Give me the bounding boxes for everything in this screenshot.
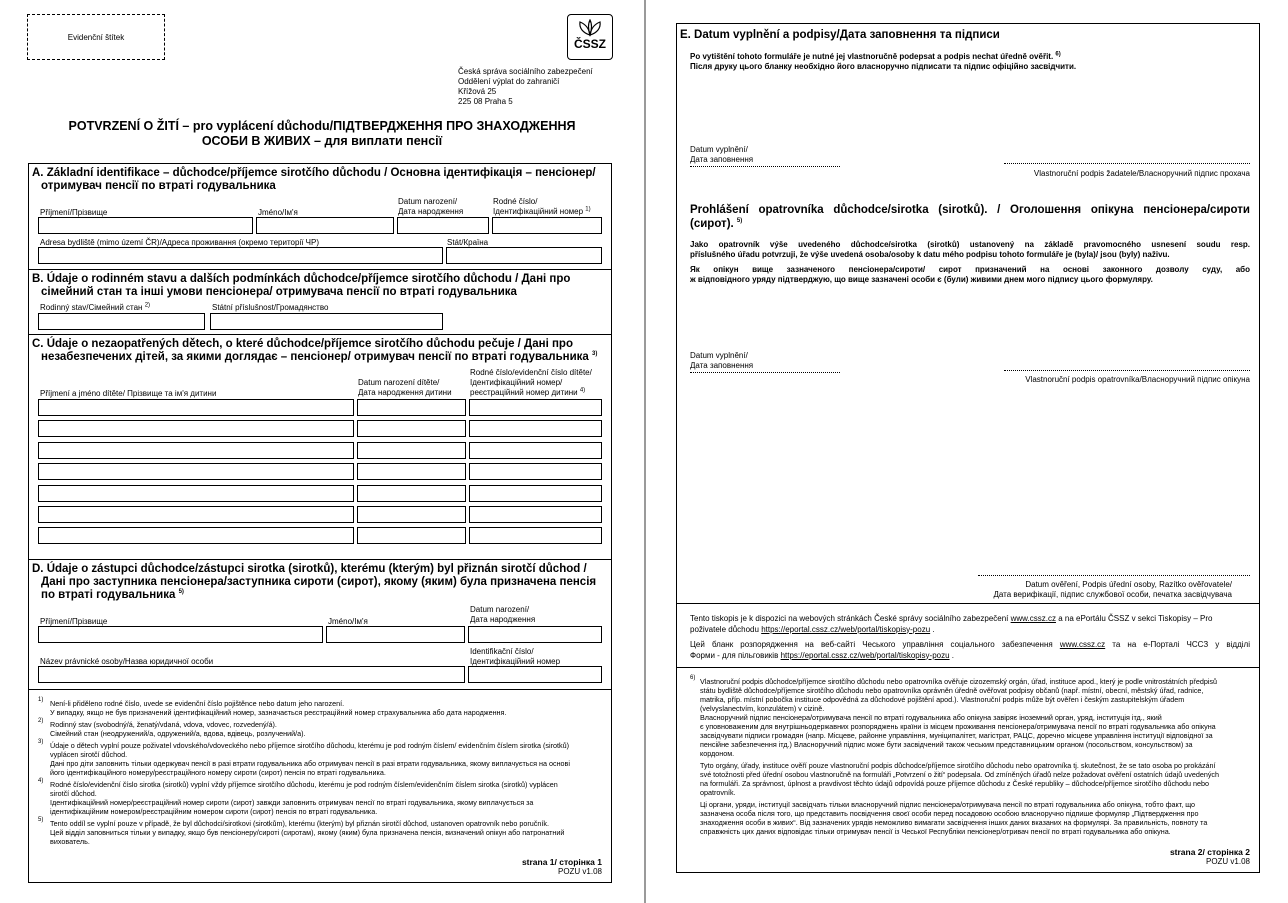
firstname-label: Jméno/Ім'я — [258, 208, 298, 217]
dob-label-line: Datum narození/ — [398, 197, 458, 206]
child-name-field[interactable] — [38, 442, 354, 459]
footnote-line: Není-li přiděleno rodné číslo, uvede se evidenční číslo pojištěnce nebo datum jeho narození. — [50, 699, 345, 708]
col-header-line — [470, 388, 592, 398]
state-label: Stát/Країна — [447, 238, 489, 247]
section-a-heading — [32, 167, 608, 193]
section-b-heading-line: сімейний стан та інші умови пенсіонера/ отримувача пенсії по втраті годувальника — [41, 286, 517, 298]
availability-text: Цей бланк розпорядження на веб-сайті Чеського управління соціального забезпечення — [690, 640, 1053, 649]
footnote-number: 5) — [38, 817, 44, 823]
verification-label — [948, 580, 1232, 600]
citizenship-field[interactable] — [210, 313, 443, 330]
section-c-heading-line — [32, 351, 608, 364]
address-label: Adresa bydliště (mimo území ČR)/Адреса проживання (окремо території ЧР) — [40, 238, 319, 247]
child-name-field[interactable] — [38, 527, 354, 544]
footnote-number: 4) — [38, 778, 44, 784]
id-number-label-line: Rodné číslo/ — [493, 197, 538, 206]
address-line: Česká správa sociálního zabezpečení — [458, 67, 593, 76]
footnote-line: У випадку, якщо не був призначений ідентифікаційний номер, зазначається реєстраційний номер страхувальника або дата народження. — [50, 708, 507, 717]
footnote-line: na formuláři. Za správnost, úplnost a pravdivost těchto údajů odpovídá pouze příjemce důchodu z České republiky – důchodce/příjemce sirotčího důchodu nebo — [700, 779, 1210, 788]
availability-ua — [690, 640, 1250, 661]
eportal-link[interactable]: https://eportal.cssz.cz/web/portal/tiskopisy-pozu — [761, 624, 931, 634]
footnote-ref: 6) — [1055, 51, 1061, 58]
availability-line: poživatele důchodu https://eportal.cssz.cz/web/portal/tiskopisy-pozu . — [690, 624, 935, 634]
section-d-heading-text: по втраті годувальника — [41, 589, 176, 601]
availability-cz — [690, 614, 1250, 635]
rep-surname-label: Příjmení/Прізвище — [40, 617, 108, 626]
page-divider — [644, 0, 646, 903]
registration-stamp-label: Evidenční štítek — [67, 33, 125, 42]
fill-date-line-2[interactable] — [690, 372, 840, 373]
section-divider — [676, 667, 1260, 668]
fill-date-label-line: Datum vyplnění/ — [690, 145, 748, 154]
footnote-line: Údaje o dětech vyplní pouze poživatel vdovského/vdoveckého nebo příjemce sirotčího důchodu, kterému je pod rodným číslem/ evidenčním číslem sirotka (sirotků) — [50, 741, 569, 750]
dob-label-line: Дата народження — [398, 207, 464, 216]
child-dob-field[interactable] — [357, 463, 466, 480]
section-a-heading-line: отримувач пенсії по втраті годувальника — [41, 180, 276, 192]
surname-field[interactable] — [38, 217, 253, 234]
id-number-label-text: Ідентифікаційний номер — [493, 207, 584, 216]
guardian-signature-line[interactable] — [1004, 370, 1250, 371]
section-divider — [28, 334, 612, 335]
child-id-field[interactable] — [469, 485, 602, 502]
id-number-label — [493, 197, 591, 217]
footnote-line: засвідчувати підписи громадян (напр. Місцеве, районне управління, муніципалітет, магістрат, РАЦС, доречно місцеве управління інституції відповідної за — [700, 731, 1213, 740]
footnote-ref: 5) — [736, 218, 743, 225]
child-id-field[interactable] — [469, 463, 602, 480]
verification-label-line: Дата верифікації, підпис службової особи, печатка засвідчувача — [993, 590, 1232, 599]
footnote-line: Tyto orgány, úřady, instituce ověří pouze vlastnoruční podpis důchodce/příjemce sirotčího důchodu nebo opatrovníka tj. skutečnost, že se tato osoba po prokázání — [700, 761, 1216, 770]
footnote-line: Ідентифікаційний номер/реєстраційний номер сироти (сирот) завжди заповнить отримувач пенсії по втраті годувальника, якому виплачується за — [50, 798, 534, 807]
col-header-line: Datum narození dítěte/ — [358, 378, 440, 387]
rep-dob-field[interactable] — [468, 626, 602, 643]
footnote-ref: 4) — [579, 387, 586, 394]
rep-id-label — [470, 647, 560, 667]
footnote-6 — [700, 677, 1252, 836]
footnote-line: vyplácen sirotčí důchod. — [50, 750, 128, 759]
footnote-line: Rodné číslo/evidenční číslo sirotka (sirotků) vyplní vždy příjemce sirotčího důchodu, kterému je pod rodným číslem/evidenčním číslem sirotka (sirotků) vyplácen — [50, 780, 558, 789]
footnote-line: státu bydliště důchodce/příjemce sirotčího důchodu nebo opatrovníka oprávněn úředně ověřovat podpisy občanů (např. místní, obecní, městský úřad, radnice, — [700, 686, 1204, 695]
footnote-line: Цей відділ заповниться тільки у випадку, якщо був пенсіонеру/сироті (сиротам), якому (яким) була призначена пенсія, визначений опікун або патронатний — [50, 828, 565, 837]
section-e-heading: E. Datum vyplnění a podpisy/Дата заповнення та підписи — [680, 29, 1000, 41]
footnote-line: Vlastnoruční podpis důchodce/příjemce sirotčího důchodu nebo opatrovníka ověřuje cizozemský orgán, úřad, instituce apod., který je podle vnitrostátních předpisů — [700, 677, 1217, 686]
section-divider — [676, 603, 1260, 604]
guardian-declaration-cz — [690, 240, 1250, 260]
col-header-text: реєстраційний номер дитини — [470, 388, 578, 397]
signature-note-ua: Після друку цього бланку необхідно його власноручно підписати та підпис офіційно засвідчити. — [690, 62, 1077, 71]
footnote-line: пенсійне забезпечення ітд.) Власноручний підпис може бути засвідчений також чеським представницьким органом (посольством, консульством) за — [700, 740, 1193, 749]
footnote-number: 6) — [690, 675, 696, 681]
section-c-heading — [32, 338, 608, 364]
child-name-field[interactable] — [38, 420, 354, 437]
fill-date-label-line: Дата заповнення — [690, 155, 754, 164]
footnote-line: справжність цих даних відповідає тільки отримувач пенсії із Чеської Республіки пенсіонер/отривач пенсії по втраті годувальника або опікуна. — [700, 827, 1171, 836]
col-header-line: Rodné číslo/evidenční číslo dítěte/ — [470, 368, 592, 377]
logo-text: ČSSZ — [573, 37, 606, 51]
cssz-link[interactable]: www.cssz.cz — [1010, 614, 1056, 623]
cssz-logo — [567, 14, 613, 60]
guardian-signature-label: Vlastnoruční podpis opatrovníka/Власноручний підпис опікуна — [1025, 375, 1250, 384]
footnote-line: є уповноваженим для внутрішньодержавних розпоряджень країни із місцем проживання пенсіонера/отримувача пенсії по втраті годувальника або опікуна — [700, 722, 1216, 731]
section-d-heading — [32, 563, 608, 602]
page-number: strana 2/ сторінка 2 — [1169, 847, 1250, 857]
marital-status-text: Rodinný stav/Сімейний стан — [40, 303, 143, 312]
footnote-line: ідентифікаційним номером/реєстраційним номером сироти (сирот) пенсія по втраті годувальника. — [50, 807, 378, 816]
guardian-heading-line: Prohlášení opatrovníka důchodce/sirotka (sirotků). / Оголошення опікуна пенсіонера/сироти — [690, 204, 1250, 216]
footnote-line: matrika, příp. místní pobočka instituce odpovědná za důchodové pojištění apod.). Vlastnoruční podpis může být ověřen i českým zastupitelským úřadem — [700, 695, 1185, 704]
child-dob-field[interactable] — [357, 485, 466, 502]
registration-stamp-box — [27, 14, 165, 60]
child-id-field[interactable] — [469, 420, 602, 437]
footnote-line: Tento oddíl se vyplní pouze v případě, že byl důchodci/sirotkovi (sirotkům), kterému (kterým) byl přiznán sirotčí důchod, ustanoven opatrovník nebo poručník. — [50, 819, 549, 828]
footnote-line: кордоном. — [700, 749, 735, 758]
marital-status-label — [40, 303, 150, 313]
applicant-signature-label: Vlastnoruční podpis žadatele/Власноручний підпис прохача — [1033, 169, 1250, 178]
availability-text: a na ePortálu ČSSZ v sekci Tiskopisy – Pro — [1058, 614, 1213, 623]
footnote-ref: 5) — [178, 589, 184, 596]
availability-line — [690, 640, 1250, 651]
section-divider — [28, 559, 612, 560]
footnote-line: sirotčí důchod. — [50, 789, 97, 798]
footnote-line: вихователь. — [50, 837, 90, 846]
address-field[interactable] — [38, 247, 443, 264]
verification-line[interactable] — [978, 575, 1250, 576]
footnote-line: знаходження особи в живих“. Від зазначених урядів неможливо вимагати засвідчення інших даних вказаних на формулярі. За правильність, повноту та — [700, 818, 1208, 827]
child-id-field[interactable] — [469, 399, 602, 416]
form-title — [28, 119, 616, 149]
child-dob-field[interactable] — [357, 506, 466, 523]
rep-firstname-label: Jméno/Ім'я — [328, 617, 368, 626]
child-name-field[interactable] — [38, 485, 354, 502]
guardian-declaration-ua — [690, 265, 1250, 285]
legal-entity-label: Název právnické osoby/Назва юридичної особи — [40, 657, 214, 666]
verification-label-line: Datum ověření, Podpis úřední osoby, Razítko ověřovatele/ — [1025, 580, 1232, 589]
leaf-icon — [575, 19, 605, 37]
page-number: strana 1/ сторінка 1 — [521, 857, 602, 867]
rep-id-label-line: Ідентифікаційний номер — [470, 657, 561, 666]
child-dob-field[interactable] — [357, 399, 466, 416]
guardian-declaration-line: příslušného úřadu potvrzuji, že výše uvedená osoba/osoby k datu mého podpisu tohoto formuláře je (byla)/ jsou (byly) naživu. — [690, 250, 1170, 259]
rep-dob-label — [470, 605, 535, 625]
rep-id-field[interactable] — [468, 666, 602, 683]
section-b-heading-line: B. Údaje o rodinném stavu a dalších podmínkách důchodce/příjemce sirotčího důchodu / Дані про — [32, 273, 571, 285]
child-name-field[interactable] — [38, 399, 354, 416]
section-a-heading-line: A. Základní identifikace – důchodce/příjemce sirotčího důchodu / Основна ідентифікація – пенсіонер/ — [32, 167, 596, 179]
id-number-label-line — [493, 207, 591, 217]
section-d-heading-line — [32, 589, 608, 602]
footnote-line: Rodinný stav (svobodný/á, ženatý/vdaná, vdova, vdovec, rozvedený/á). — [50, 720, 277, 729]
guardian-heading-line — [690, 217, 1250, 231]
state-field[interactable] — [446, 247, 602, 264]
footnote-line: Власноручний підпис пенсіонера/отримувача пенсії по втраті годувальника або опікуна завіряє іноземний орган, уряд, інституція ітд., який — [700, 713, 1162, 722]
fill-date-line[interactable] — [690, 166, 840, 167]
applicant-signature-line[interactable] — [1004, 163, 1250, 164]
fill-date-label-line: Datum vyplnění/ — [690, 351, 748, 360]
eportal-link-2[interactable]: https://eportal.cssz.cz/web/portal/tiskopisy-pozu — [780, 650, 950, 660]
availability-text: Tento tiskopis je k dispozici na webových stránkách České správy sociálního zabezpečení — [690, 614, 1009, 623]
footnote-number: 2) — [38, 718, 44, 724]
form-title-line: ОСОБИ В ЖИВИХ – для виплати пенсії — [201, 134, 443, 148]
rep-dob-label-line: Datum narození/ — [470, 605, 530, 614]
surname-label: Příjmení/Прізвище — [40, 208, 108, 217]
section-c-heading-text: незабезпечених дітей, за якими доглядає – пенсіонер/ отримувач пенсії по втраті годувальника — [41, 351, 589, 363]
footnote-number: 1) — [38, 697, 44, 703]
form-version: POZU v1.08 — [557, 867, 602, 876]
availability-line: Форми - для пільговиків https://eportal.cssz.cz/web/portal/tiskopisy-pozu . — [690, 650, 954, 660]
child-dob-field[interactable] — [357, 527, 466, 544]
child-name-field[interactable] — [38, 463, 354, 480]
footnote-line: Дані про діти заповнить тільки одержувач пенсії в разі втрати годувальника або отримувач пенсії в разі втрати годувальника, якому виплачується на основі — [50, 759, 570, 768]
firstname-field[interactable] — [256, 217, 394, 234]
guardian-heading — [690, 203, 1250, 231]
recipient-address — [458, 67, 593, 107]
legal-entity-field[interactable] — [38, 666, 465, 683]
citizenship-label: Státní příslušnost/Громадянство — [212, 303, 329, 312]
rep-firstname-field[interactable] — [326, 626, 465, 643]
footnote-line: opatrovník. — [700, 788, 736, 797]
availability-text: Форми - для пільговиків — [690, 650, 779, 660]
footnote-line: зазначена особа після того, що представить посвідчення своєї особи перед посадовою особою власноручно підпише формуляр „Підтвердження про — [700, 809, 1199, 818]
footnote-line: Сімейний стан (неодружений/а, одружений/а, вдова, вдівець, розлучений/а). — [50, 729, 306, 738]
guardian-heading-text: (сирот). — [690, 218, 734, 230]
section-divider — [28, 689, 612, 690]
footnote-ref: 2) — [144, 302, 151, 309]
signature-note-cz — [690, 52, 1250, 62]
footnote-line: Ці органи, уряди, інституції засвідчать тільки власноручний підпис пенсіонера/отримувача пенсії по втраті годувальника або опікуна, тобто факт, що — [700, 800, 1196, 809]
fill-date-label-line: Дата заповнення — [690, 361, 754, 370]
rep-dob-label-line: Дата народження — [470, 615, 536, 624]
availability-text: poživatele důchodu — [690, 624, 759, 634]
dob-label — [398, 197, 463, 217]
footnote-number: 3) — [38, 739, 44, 745]
cssz-link-2[interactable]: www.cssz.cz — [1059, 640, 1106, 649]
address-line: 225 08 Praha 5 — [458, 97, 513, 106]
signature-note — [690, 52, 1250, 72]
child-id-field[interactable] — [469, 506, 602, 523]
address-line: Křížová 25 — [458, 87, 497, 96]
child-name-field[interactable] — [38, 506, 354, 523]
footnote-ref: 3) — [592, 351, 598, 358]
rep-id-label-line: Identifikační číslo/ — [470, 647, 534, 656]
availability-line — [690, 614, 1250, 625]
guardian-declaration-line: ж відповідного уряду підтверджую, що вище зазначені особи є (були) живими днем мого підпису цього формуляру. — [690, 275, 1153, 284]
section-divider — [28, 269, 612, 270]
footnote-line: (velvyslanectvím, konzulátem) v cizině. — [700, 704, 825, 713]
guardian-declaration-line: Jako opatrovník výše uvedeného důchodce/sirotka (sirotků) ustanovený na základě pravomocného usnesení soudu resp. — [690, 240, 1250, 249]
marital-status-field[interactable] — [38, 313, 205, 330]
col-header-line: Ідентифікаційний номер/ — [470, 378, 563, 387]
child-dob-col-header — [358, 378, 452, 398]
signature-note-cz-text: Po vytištění tohoto formuláře je nutné jej vlastnoručně podepsat a podpis nechat úředně ověřit. — [690, 52, 1054, 61]
child-dob-field[interactable] — [357, 420, 466, 437]
form-title-line: POTVRZENÍ O ŽITÍ – pro vyplácení důchodu/ПІДТВЕРДЖЕННЯ ПРО ЗНАХОДЖЕННЯ — [68, 119, 576, 133]
section-d-heading-line: D. Údaje o zástupci důchodce/zástupci sirotka (sirotků), kterému (kterým) byl přiznán sirotčí důchod / — [32, 563, 587, 575]
child-name-col-header: Příjmení a jméno dítěte/ Прізвище та ім'я дитини — [40, 389, 217, 398]
fill-date-label-2 — [690, 351, 753, 371]
col-header-line: Дата народження дитини — [358, 388, 452, 397]
guardian-declaration-line: Як опікун вище зазначеного пенсіонера/сироти/ сирот призначений на основі законного дозволу суду, або — [690, 265, 1250, 274]
child-dob-field[interactable] — [357, 442, 466, 459]
section-d-heading-line: Дані про заступника пенсіонера/заступника сироти (сирот), якому (яким) була призначена пенсія — [41, 576, 597, 588]
footnote-line: його ідентифікаційного номеру/реєстраційного номеру сироти (сирот) пенсія по втраті годувальника. — [50, 768, 386, 777]
address-line: Oddělení výplat do zahraničí — [458, 77, 560, 86]
child-id-col-header — [470, 368, 592, 398]
rep-surname-field[interactable] — [38, 626, 323, 643]
child-id-field[interactable] — [469, 442, 602, 459]
section-c-heading-line: C. Údaje o nezaopatřených dětech, o které důchodce/příjemce sirotčího důchodu pečuje / Дані про — [32, 338, 573, 350]
page-2 — [648, 0, 1288, 903]
availability-text: та на е-Порталі ЧССЗ у відділі — [1112, 640, 1250, 649]
section-b-heading — [32, 273, 608, 299]
dob-field[interactable] — [397, 217, 489, 234]
form-version: POZU v1.08 — [1205, 857, 1250, 866]
id-number-field[interactable] — [492, 217, 602, 234]
child-id-field[interactable] — [469, 527, 602, 544]
footnote-ref: 1) — [585, 206, 591, 213]
footnote-line: své totožnosti před úřední osobou vlastnoručně na formuláři „Potvrzení o žití“ podepsala. Od zmíněných úřadů nelze požadovat ověření ostatních údajů uvedených — [700, 770, 1220, 779]
fill-date-label — [690, 145, 753, 165]
